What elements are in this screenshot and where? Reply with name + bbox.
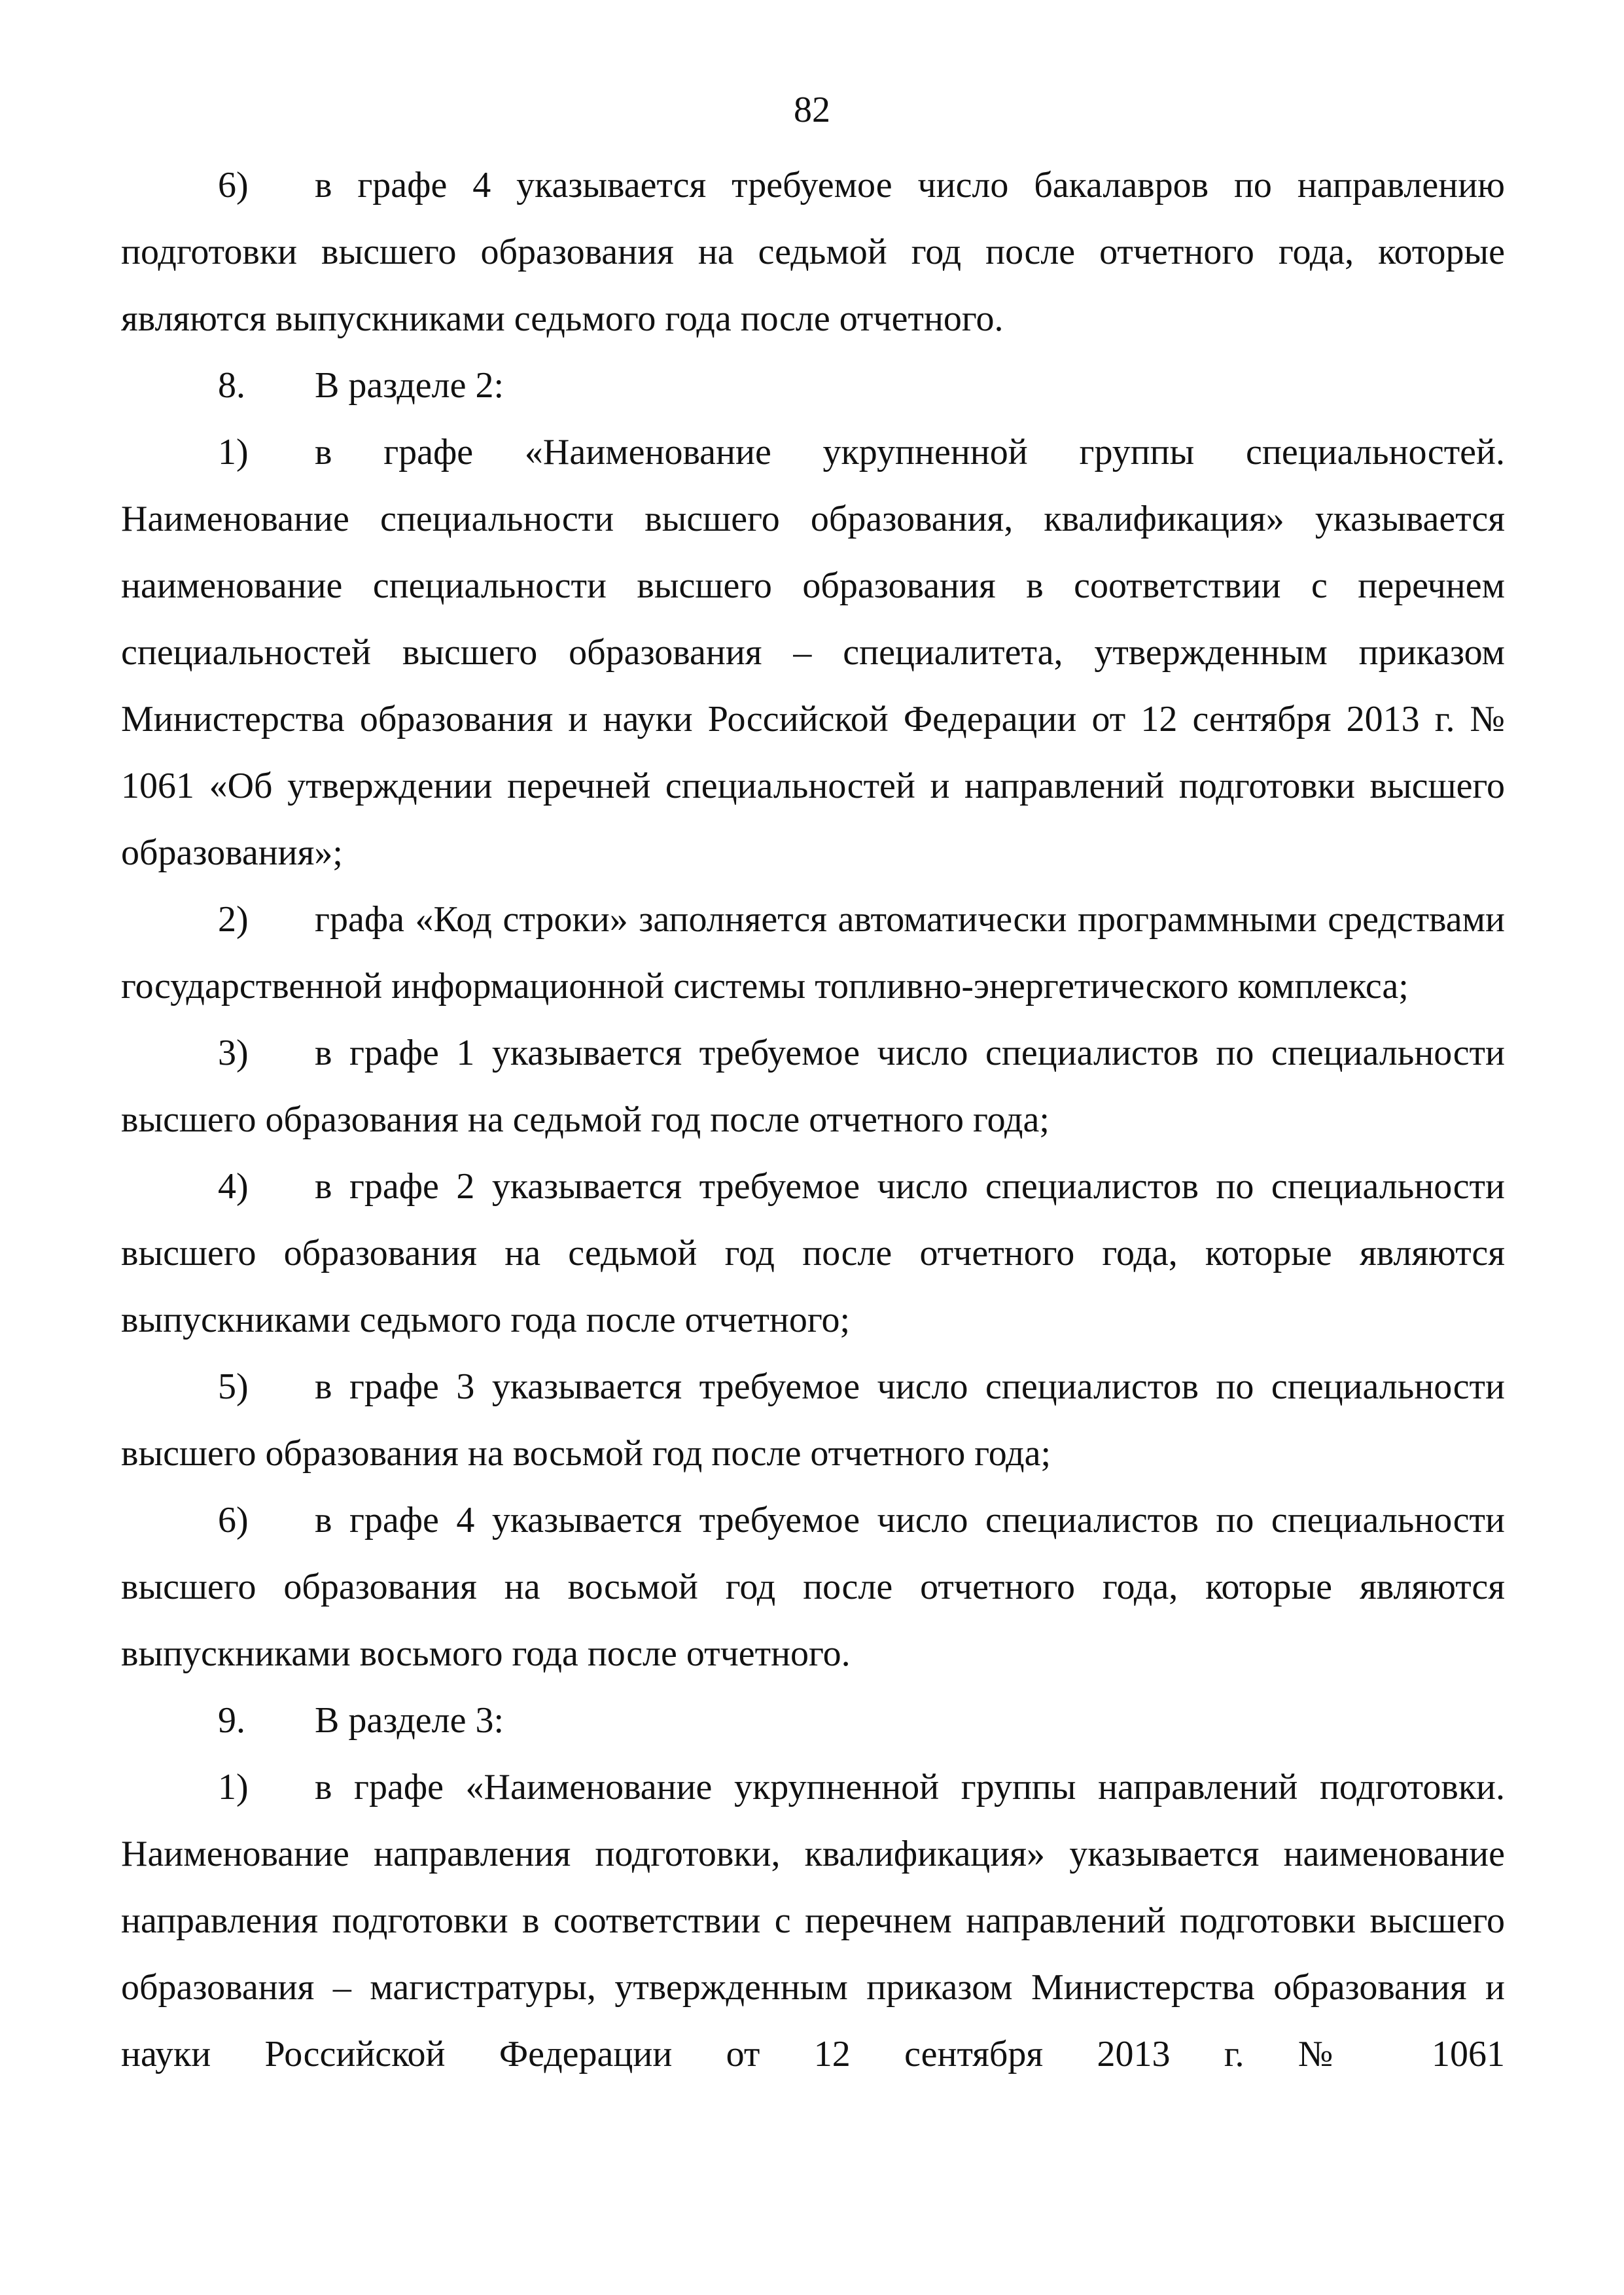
list-marker: 1) (218, 432, 249, 472)
section-heading: В разделе 2: (315, 365, 504, 406)
paragraph-text: в графе 4 указывается требуемое число бакалавров по направлению подготовки высшего образования на седьмой год после отчетного года, которые являются выпускниками седьмого года после отчетного. (121, 165, 1505, 339)
paragraph (121, 419, 1505, 886)
paragraph (121, 1353, 1505, 1487)
list-marker: 6) (218, 165, 249, 205)
paragraph-text: в графе 4 указывается требуемое число специалистов по специальности высшего образования на восьмой год после отчетного года, которые являются выпускниками восьмого года после отчетного. (121, 1500, 1505, 1674)
paragraph-text: в графе 2 указывается требуемое число специалистов по специальности высшего образования на седьмой год после отчетного года, которые являются выпускниками седьмого года после отчетного; (121, 1166, 1505, 1340)
list-marker: 1) (218, 1767, 249, 1807)
paragraph (121, 886, 1505, 1020)
section-marker: 9. (218, 1700, 245, 1741)
page-number: 82 (794, 90, 830, 130)
list-marker: 6) (218, 1500, 249, 1540)
paragraph (121, 152, 1505, 352)
paragraph (121, 1153, 1505, 1353)
list-marker: 5) (218, 1366, 249, 1407)
paragraph-text: графа «Код строки» заполняется автоматически программными средствами государственной информационной системы топливно-энергетического комплекса; (121, 899, 1505, 1006)
paragraph-text: в графе «Наименование укрупненной группы направлений подготовки. Наименование направления подготовки, квалификация» указывается наименование направления подготовки в соответствии с перечнем направлений подготовки высшего образования – магистратуры, утвержденным приказом Министерства образования и науки Российской Федерации от 12 сентября 2013 г. № 1061 (121, 1767, 1505, 2074)
paragraph (121, 1687, 1505, 1754)
paragraph (121, 1754, 1505, 2088)
section-marker: 8. (218, 365, 245, 406)
paragraph (121, 1487, 1505, 1687)
list-marker: 3) (218, 1033, 249, 1073)
paragraph-text: в графе «Наименование укрупненной группы специальностей. Наименование специальности высшего образования, квалификация» указывается наименование специальности высшего образования в соответствии с перечнем специальностей высшего образования – специалитета, утвержденным приказом Министерства образования и науки Российской Федерации от 12 сентября 2013 г. № 1061 «Об утверждении перечней специальностей и направлений подготовки высшего образования»; (121, 432, 1505, 873)
paragraph-text: в графе 3 указывается требуемое число специалистов по специальности высшего образования на восьмой год после отчетного года; (121, 1366, 1505, 1474)
document-body (121, 152, 1505, 2088)
list-marker: 2) (218, 899, 249, 940)
paragraph (121, 352, 1505, 419)
list-marker: 4) (218, 1166, 249, 1207)
paragraph (121, 1020, 1505, 1153)
paragraph-text: в графе 1 указывается требуемое число специалистов по специальности высшего образования на седьмой год после отчетного года; (121, 1033, 1505, 1140)
section-heading: В разделе 3: (315, 1700, 504, 1741)
